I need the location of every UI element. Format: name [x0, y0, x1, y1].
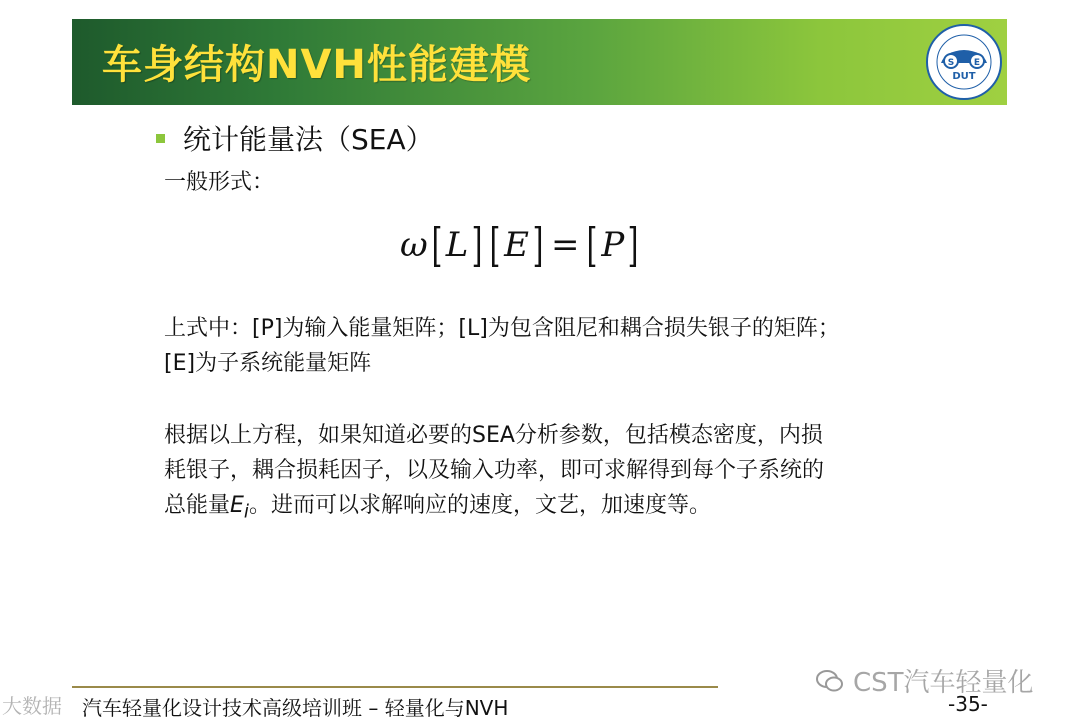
eq-P: P [601, 225, 625, 265]
svg-text:S: S [947, 58, 955, 68]
text-prefix: 总能量 [164, 493, 231, 518]
paragraph-line: 上式中：[P]为输入能量矩阵；[L]为包含阻尼和耦合损失银子的矩阵； [164, 316, 840, 341]
title-bar [72, 19, 1007, 105]
watermark-left [2, 690, 62, 719]
svg-text:DUT: DUT [952, 71, 976, 82]
svg-text:E: E [973, 58, 981, 68]
bullet-square-icon [156, 134, 165, 143]
paragraph-explanation [164, 418, 954, 529]
eq-bracket: [ [431, 218, 443, 272]
page-number: -35- [948, 692, 988, 716]
slide-title: 车身结构NVH性能建模 [102, 42, 531, 88]
sea-equation [400, 220, 642, 270]
paragraph-definitions [164, 311, 954, 381]
eq-bracket: ] [532, 218, 544, 272]
watermark-wechat [815, 662, 1034, 699]
footer-divider [72, 686, 718, 688]
energy-symbol: E [230, 493, 244, 518]
paragraph-line [164, 488, 954, 529]
eq-equals: = [550, 225, 580, 265]
eq-bracket: ] [471, 218, 483, 272]
energy-subscript: i [243, 501, 250, 523]
eq-L: L [445, 225, 469, 265]
watermark-text: CST汽车轻量化 [853, 668, 1034, 698]
footer-course: 汽车轻量化设计技术高级培训班 – 轻量化与NVH [82, 696, 509, 720]
wechat-icon [815, 668, 845, 694]
text-suffix: 。进而可以求解响应的速度，文艺，加速度等。 [249, 493, 712, 518]
general-form-label: 一般形式： [164, 170, 275, 195]
paragraph-line: 根据以上方程，如果知道必要的SEA分析参数，包括模态密度，内损 [164, 423, 823, 448]
watermark-left-text: 大数据 [2, 694, 62, 718]
paragraph-line: [E]为子系统能量矩阵 [164, 351, 372, 376]
bullet-text: 统计能量法（SEA） [183, 123, 434, 156]
dut-logo [925, 23, 1003, 101]
eq-bracket: [ [489, 218, 501, 272]
eq-omega: ω [400, 225, 428, 265]
eq-E: E [504, 225, 529, 265]
paragraph-line: 耗银子，耦合损耗因子，以及输入功率，即可求解得到每个子系统的 [164, 458, 825, 483]
eq-bracket: ] [627, 218, 639, 272]
eq-bracket: [ [587, 218, 598, 272]
bullet-sea [156, 118, 434, 158]
